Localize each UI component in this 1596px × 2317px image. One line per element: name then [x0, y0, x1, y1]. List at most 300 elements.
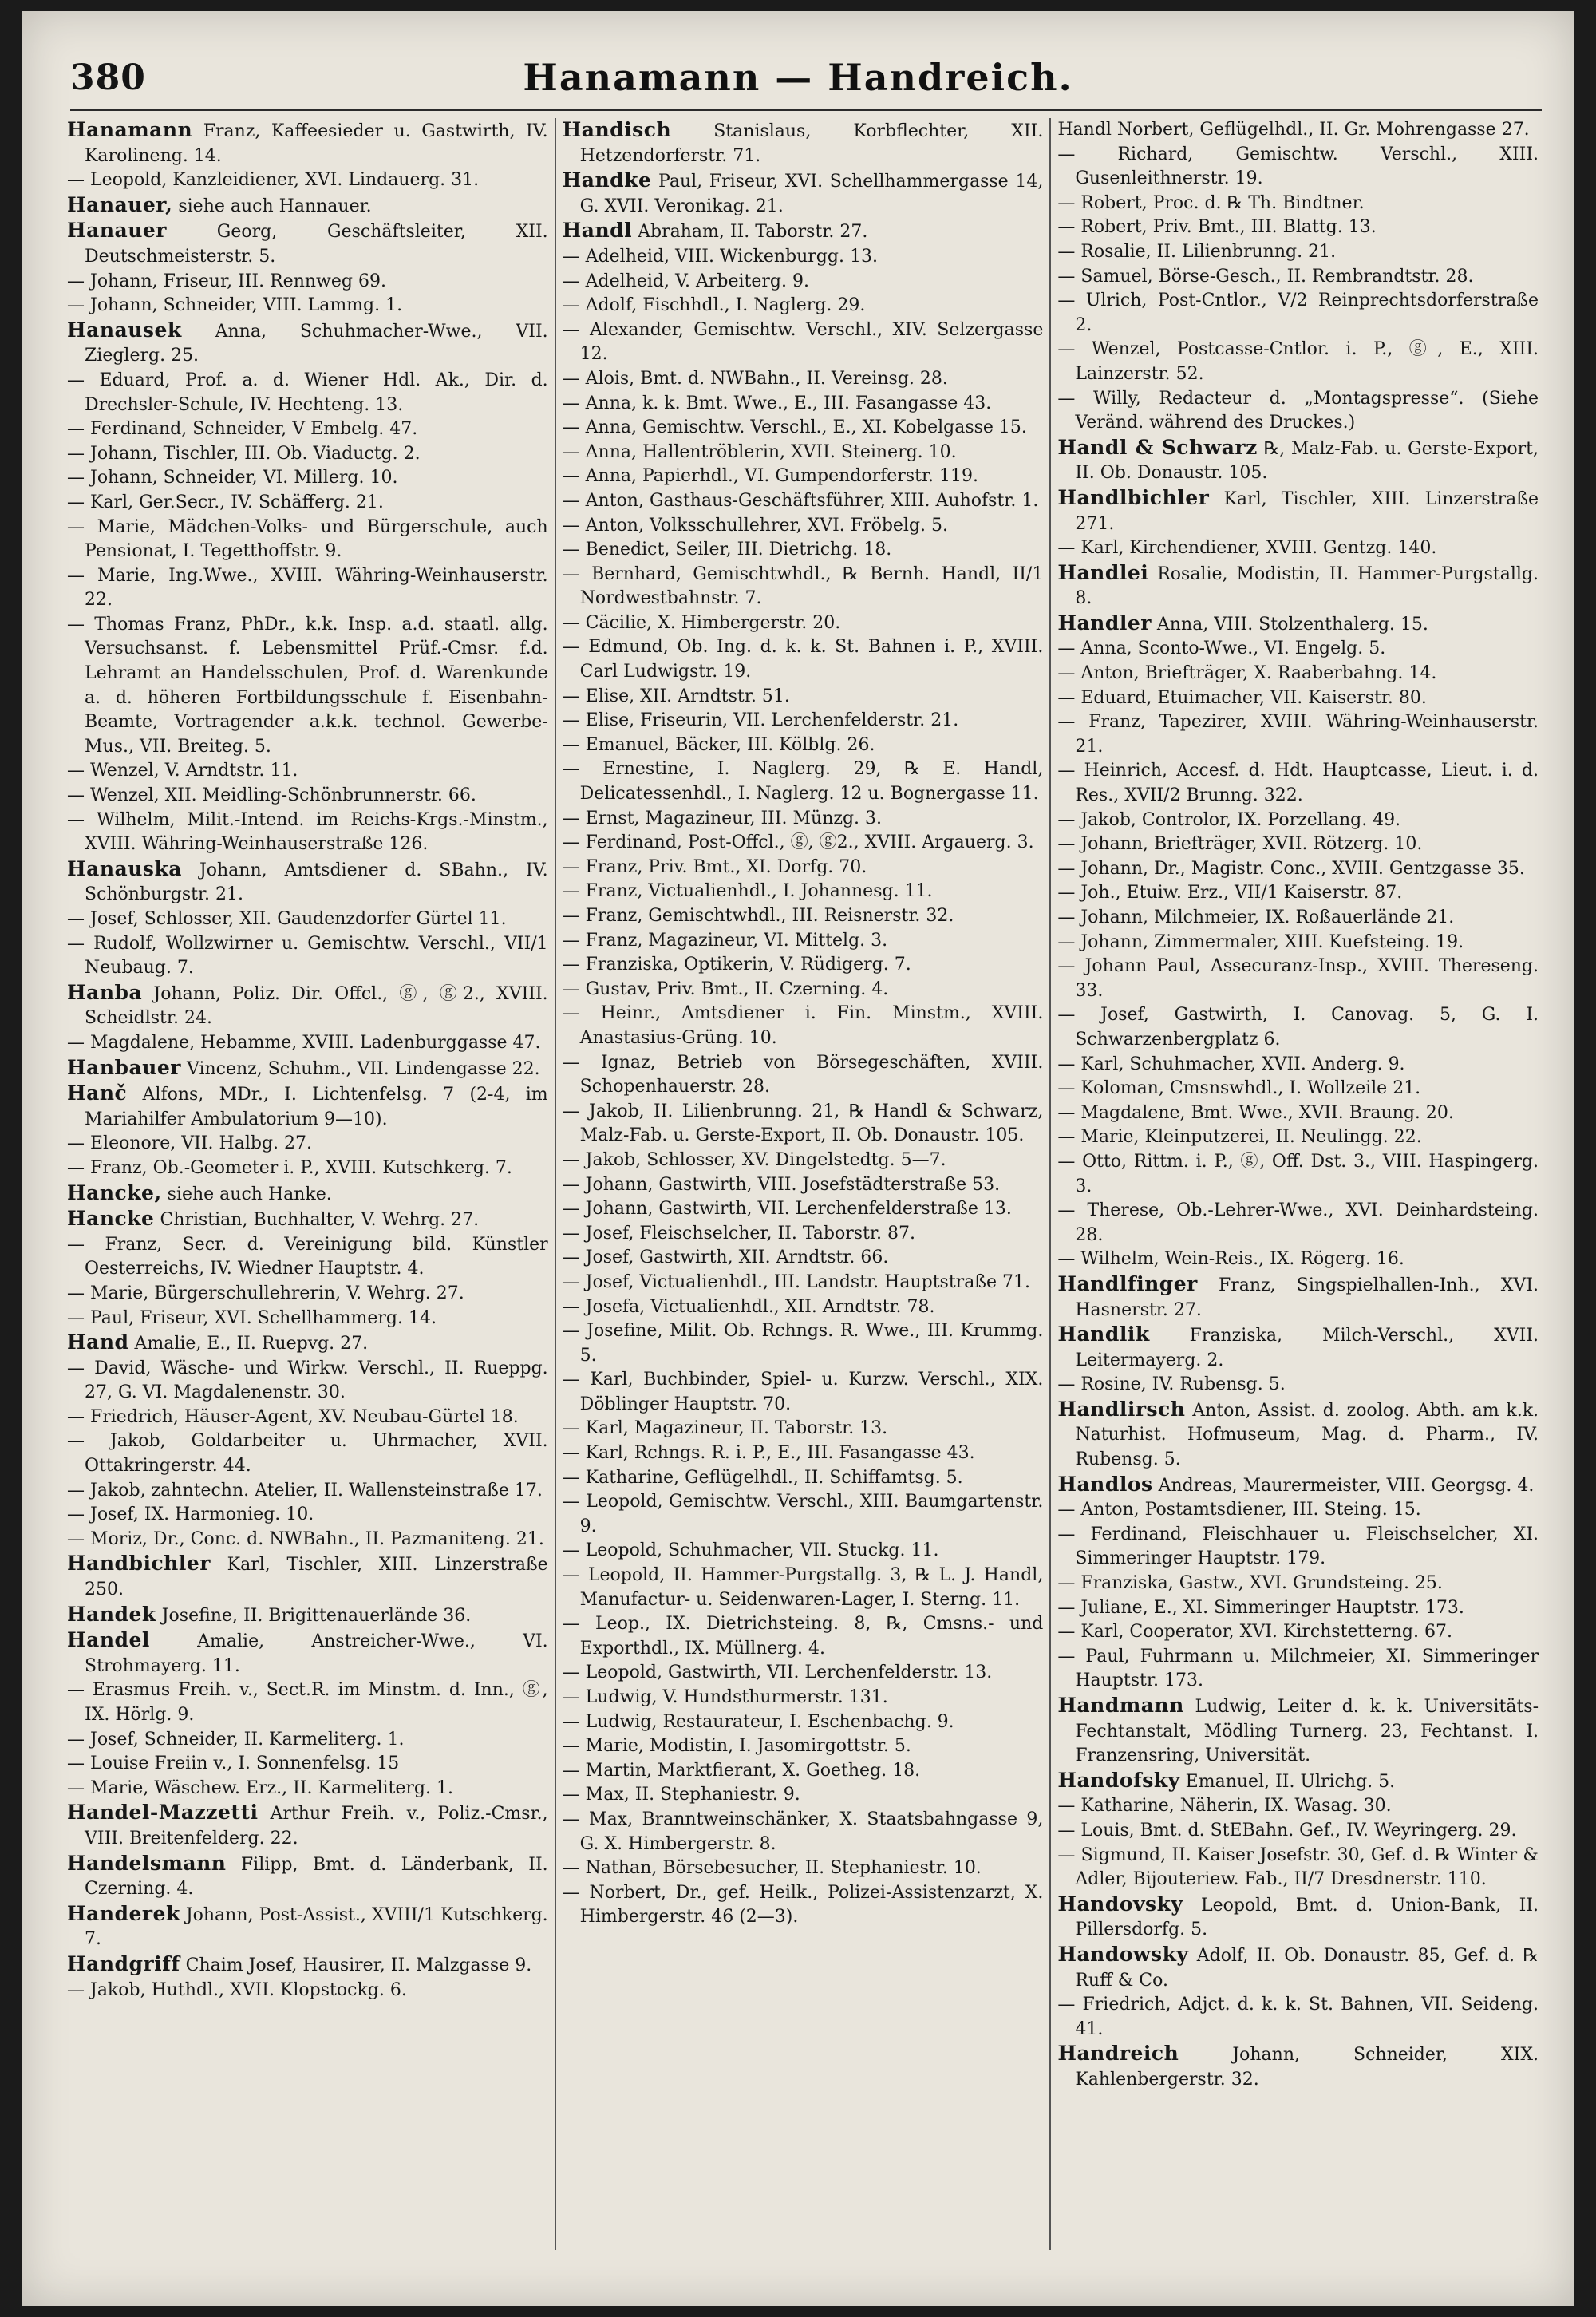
- entry-headword: Handowsky: [1057, 1942, 1189, 1966]
- entry-text: Anton, Assist. d. zoolog. Abth. am k.k. Naturhist. Hofmuseum, Mag. d. Pharm., IV. Rubensg. 5.: [1075, 1400, 1539, 1470]
- directory-entry: [563, 294, 1044, 318]
- directory-entry: [563, 709, 1044, 733]
- entry-text: — Jakob, Controlor, IX. Porzellang. 49.: [1057, 809, 1401, 830]
- entry-text: — Adelheid, VIII. Wickenburgg. 13.: [562, 246, 878, 267]
- entry-text: — Karl, Kirchendiener, XVIII. Gentzg. 140.: [1057, 538, 1437, 559]
- entry-headword: Handreich: [1057, 2042, 1179, 2066]
- entry-text: — Thomas Franz, PhDr., k.k. Insp. a.d. staatl. allg. Versuchsanst. f. Lebensmittel Prüf.-Cmsr. f.d. Lehramt an Handelsschulen, Prof. d. Warenkunde a. d. höheren Fortbildungsschule f. Eisenbahn-Beamte, Vortragender a.k.k. technol. Gewerbe-Mus., VII. Breiteg. 5.: [67, 614, 548, 757]
- entry-text: — Josef, IX. Harmonieg. 10.: [67, 1504, 314, 1525]
- directory-entry: [1057, 759, 1539, 808]
- directory-entry: [563, 807, 1044, 832]
- entry-text: — Willy, Redacteur d. „Montagspresse“. (Siehe Veränd. während des Druckes.): [1057, 388, 1539, 433]
- directory-entry: [1057, 1077, 1539, 1101]
- entry-text: Chaim Josef, Hausirer, II. Malzgasse 9.: [185, 1955, 532, 1975]
- entry-text: — Franz, Priv. Bmt., XI. Dorfg. 70.: [562, 856, 867, 877]
- directory-entry: [563, 118, 1044, 168]
- entry-text: — Moriz, Dr., Conc. d. NWBahn., II. Pazmaniteng. 21.: [67, 1528, 544, 1549]
- entry-text: Christian, Buchhalter, V. Wehrg. 27.: [160, 1210, 480, 1231]
- entry-text: — Franz, Tapezirer, XVIII. Währing-Weinhauserstr. 21.: [1057, 712, 1539, 757]
- directory-entry: [67, 1479, 548, 1504]
- directory-entry: [1057, 1993, 1539, 2042]
- directory-entry: [67, 1282, 548, 1307]
- entry-text: — Johann, Milchmeier, IX. Roßauerlände 21.: [1057, 907, 1455, 927]
- directory-entry: [67, 1429, 548, 1478]
- directory-entry: [1057, 955, 1539, 1003]
- directory-entry: [1057, 1943, 1539, 1993]
- entry-headword: Hancke: [67, 1207, 155, 1231]
- directory-entry: [67, 759, 548, 784]
- entry-text: Abraham, II. Taborstr. 27.: [638, 222, 868, 243]
- entry-text: Anna, VIII. Stolzenthalerg. 15.: [1156, 614, 1428, 635]
- directory-entry: [67, 1031, 548, 1056]
- entry-text: — Katharine, Näherin, IX. Wasag. 30.: [1057, 1796, 1392, 1817]
- directory-entry: [1057, 1498, 1539, 1523]
- entry-headword: Handovsky: [1057, 1892, 1183, 1916]
- entry-text: — Wilhelm, Wein-Reis., IX. Rögerg. 16.: [1057, 1249, 1404, 1270]
- entry-text: Andreas, Maurermeister, VIII. Georgsg. 4.: [1158, 1475, 1535, 1496]
- entry-text: — Josef, Schneider, II. Karmeliterg. 1.: [67, 1729, 405, 1750]
- entry-text: Filipp, Bmt. d. Länderbank, II. Czerning. 4.: [85, 1854, 548, 1900]
- entry-text: — Johann, Gastwirth, VII. Lerchenfelderstraße 13.: [562, 1199, 1012, 1220]
- directory-entry: [67, 932, 548, 981]
- entry-text: — Juliane, E., XI. Simmeringer Hauptstr. 173.: [1057, 1597, 1464, 1618]
- directory-entry: [67, 784, 548, 809]
- directory-entry: [563, 953, 1044, 978]
- directory-entry: [67, 491, 548, 516]
- entry-text: — Johann, Friseur, III. Rennweg 69.: [67, 271, 386, 291]
- directory-entry: [563, 1564, 1044, 1612]
- entry-text: — David, Wäsche- und Wirkw. Verschl., II. Rueppg. 27, G. VI. Magdalenenstr. 30.: [67, 1358, 548, 1403]
- directory-entry: [1057, 215, 1539, 240]
- directory-entry: [563, 1856, 1044, 1881]
- directory-entry: [1057, 289, 1539, 338]
- directory-entry: [1057, 1596, 1539, 1621]
- directory-entry: [1057, 686, 1539, 711]
- entry-text: — Sigmund, II. Kaiser Josefstr. 30, Gef. d. ℞ Winter & Adler, Bijouteriew. Fab., II/7 Dresdnerstr. 110.: [1057, 1845, 1539, 1890]
- directory-entry: [67, 1307, 548, 1331]
- entry-text: ℞, Malz-Fab. u. Gerste-Export, II. Ob. Donaustr. 105.: [1075, 438, 1539, 484]
- directory-entry: [1057, 832, 1539, 857]
- entry-text: — Friedrich, Häuser-Agent, XV. Neubau-Gürtel 18.: [67, 1406, 519, 1427]
- directory-entry: [67, 1603, 548, 1629]
- directory-entry: [1057, 240, 1539, 265]
- entry-text: — Rudolf, Wollzwirner u. Gemischtw. Verschl., VII/1 Neubaug. 7.: [67, 933, 548, 979]
- entry-text: — Paul, Friseur, XVI. Schellhammerg. 14.: [67, 1307, 437, 1328]
- entry-text: — Katharine, Geflügelhdl., II. Schiffamtsg. 5.: [562, 1467, 963, 1488]
- entry-headword: Handlbichler: [1057, 485, 1210, 509]
- directory-entry: [1057, 1769, 1539, 1795]
- entry-text: — Norbert, Dr., gef. Heilk., Polizei-Assistenzarzt, X. Himbergerstr. 46 (2—3).: [562, 1882, 1044, 1928]
- entry-headword: Handlos: [1057, 1472, 1153, 1496]
- entry-headword: Hancke,: [67, 1180, 162, 1204]
- entry-text: Leopold, Bmt. d. Union-Bank, II. Pillersdorfg. 5.: [1075, 1895, 1539, 1940]
- directory-entry: [1057, 192, 1539, 216]
- entry-text: — Ferdinand, Post-Offcl., ⓖ, ⓖ2., XVIII. Argauerg. 3.: [562, 832, 1034, 853]
- directory-entry: [1057, 2042, 1539, 2092]
- directory-entry: [67, 466, 548, 491]
- directory-entry: [67, 516, 548, 564]
- directory-entry: [563, 1759, 1044, 1784]
- directory-entry: [67, 168, 548, 193]
- entry-text: — Martin, Marktfierant, X. Goetheg. 18.: [562, 1760, 921, 1781]
- directory-entry: [1057, 1572, 1539, 1596]
- entry-text: Georg, Geschäftsleiter, XII. Deutschmeisterstr. 5.: [85, 222, 548, 267]
- entry-text: — Alois, Bmt. d. NWBahn., II. Vereinsg. 28.: [562, 368, 948, 389]
- entry-text: Amalie, E., II. Ruepvg. 27.: [134, 1334, 369, 1354]
- entry-text: — Josef, Fleischselcher, II. Taborstr. 87.: [562, 1223, 915, 1244]
- entry-text: — Otto, Rittm. i. P., ⓖ, Off. Dst. 3., VIII. Haspingerg. 3.: [1057, 1151, 1539, 1196]
- entry-text: — Karl, Schuhmacher, XVII. Anderg. 9.: [1057, 1054, 1405, 1074]
- entry-text: — Marie, Bürgerschullehrerin, V. Wehrg. 27.: [67, 1283, 464, 1303]
- directory-entry: [67, 1181, 548, 1208]
- directory-entry: [1057, 1892, 1539, 1943]
- entry-text: — Jakob, II. Lilienbrunng. 21, ℞ Handl & Schwarz, Malz-Fab. u. Gerste-Export, II. Ob. Donaustr. 105.: [562, 1101, 1044, 1146]
- entry-text: — Josef, Gastwirth, I. Canovag. 5, G. I. Schwarzenbergplatz 6.: [1057, 1005, 1539, 1050]
- entry-text: — Johann Paul, Assecuranz-Insp., XVIII. Thereseng. 33.: [1057, 956, 1539, 1001]
- entry-text: — Wenzel, XII. Meidling-Schönbrunnerstr. 66.: [67, 785, 476, 806]
- entry-headword: Handlfinger: [1057, 1271, 1198, 1295]
- entry-headword: Hanausek: [67, 318, 182, 342]
- directory-entry: [67, 193, 548, 219]
- entry-text: — Max, II. Stephaniestr. 9.: [562, 1785, 800, 1805]
- entry-text: siehe auch Hannauer.: [178, 196, 372, 216]
- entry-text: — Anna, Hallentröblerin, XVII. Steinerg. 10.: [562, 441, 957, 462]
- directory-entry: [1057, 857, 1539, 882]
- directory-entry: [67, 1330, 548, 1357]
- directory-entry: [563, 441, 1044, 465]
- entry-headword: Handmann: [1057, 1694, 1184, 1717]
- directory-entry: [563, 635, 1044, 684]
- entry-text: Adolf, II. Ob. Donaustr. 85, Gef. d. ℞ Ruff & Co.: [1075, 1945, 1539, 1991]
- entry-headword: Handek: [67, 1602, 156, 1626]
- entry-text: — Ferdinand, Fleischhauer u. Fleischselcher, XI. Simmeringer Hauptstr. 179.: [1057, 1524, 1539, 1569]
- entry-text: — Erasmus Freih. v., Sect.R. im Minstm. d. Inn., ⓖ, IX. Hörlg. 9.: [67, 1680, 548, 1725]
- entry-text: — Nathan, Börsebesucher, II. Stephaniestr. 10.: [562, 1858, 982, 1879]
- entry-text: — Josef, Victualienhdl., III. Landstr. Hauptstraße 71.: [562, 1271, 1031, 1292]
- directory-entry: [563, 733, 1044, 758]
- entry-text: — Louise Freiin v., I. Sonnenfelsg. 15: [67, 1754, 400, 1774]
- directory-entry: [67, 1528, 548, 1552]
- entry-text: — Karl, Magazineur, II. Taborstr. 13.: [562, 1418, 888, 1439]
- directory-entry: [1057, 611, 1539, 638]
- entry-text: Vincenz, Schuhm., VII. Lindengasse 22.: [186, 1058, 540, 1079]
- entry-headword: Handlei: [1057, 560, 1149, 584]
- entry-text: — Marie, Modistin, I. Jasomirgottstr. 5.: [562, 1736, 911, 1757]
- entry-text: — Franz, Gemischtwhdl., III. Reisnerstr. 32.: [562, 906, 954, 926]
- entry-text: Franz, Kaffeesieder u. Gastwirth, IV. Karolineng. 14.: [85, 121, 548, 166]
- directory-entry: [563, 1490, 1044, 1539]
- entry-headword: Hanauer: [67, 219, 167, 243]
- directory-entry: [67, 613, 548, 760]
- entry-text: Franz, Singspielhallen-Inh., XVI. Hasnerstr. 27.: [1075, 1275, 1539, 1320]
- header-rule: [70, 109, 1542, 111]
- directory-entry: [67, 1207, 548, 1233]
- directory-entry: [563, 904, 1044, 929]
- entry-text: — Samuel, Börse-Gesch., II. Rembrandtstr. 28.: [1057, 266, 1474, 287]
- directory-entry: [563, 1686, 1044, 1710]
- entry-text: — Karl, Ger.Secr., IV. Schäfferg. 21.: [67, 492, 384, 512]
- directory-entry: [563, 1149, 1044, 1173]
- entry-text: — Ernestine, I. Naglerg. 29, ℞ E. Handl, Delicatessenhdl., I. Naglerg. 12 u. Bognergasse 11.: [562, 759, 1044, 805]
- directory-entry: [1057, 1150, 1539, 1199]
- entry-text: — Marie, Wäschew. Erz., II. Karmeliterg. 1.: [67, 1777, 453, 1798]
- directory-entry: [67, 1406, 548, 1430]
- directory-entry: [67, 417, 548, 442]
- entry-text: — Leop., IX. Dietrichsteing. 8, ℞, Cmsns.- und Exporthdl., IX. Müllnerg. 4.: [562, 1614, 1044, 1659]
- entry-text: — Franziska, Gastw., XVI. Grundsteing. 25.: [1057, 1573, 1443, 1594]
- entry-text: — Anton, Briefträger, X. Raaberbahng. 14.: [1057, 663, 1437, 684]
- entry-headword: Handisch: [562, 118, 672, 141]
- entry-text: — Eleonore, VII. Halbg. 27.: [67, 1133, 313, 1154]
- directory-entry: [563, 1881, 1044, 1930]
- entry-headword: Hanba: [67, 980, 143, 1004]
- entry-text: — Jakob, Huthdl., XVII. Klopstockg. 6.: [67, 1979, 407, 2000]
- directory-entry: [67, 1678, 548, 1727]
- directory-entry: [563, 489, 1044, 514]
- directory-entry: [563, 880, 1044, 904]
- entry-text: — Johann, Tischler, III. Ob. Viaductg. 2.: [67, 443, 421, 464]
- entry-text: — Magdalene, Hebamme, XVIII. Ladenburggasse 47.: [67, 1032, 541, 1053]
- entry-text: Emanuel, II. Ulrichg. 5.: [1185, 1771, 1396, 1792]
- directory-entry: [563, 1002, 1044, 1050]
- directory-entry: [67, 1952, 548, 1979]
- entry-text: — Leopold, Kanzleidiener, XVI. Lindauerg. 31.: [67, 170, 480, 191]
- entry-text: — Marie, Kleinputzerei, II. Neulingg. 22.: [1057, 1127, 1422, 1148]
- entry-text: Johann, Poliz. Dir. Offcl., ⓖ, ⓖ2., XVIII. Scheidlstr. 24.: [85, 983, 548, 1029]
- entry-text: — Anton, Postamtsdiener, III. Steing. 15.: [1057, 1500, 1421, 1520]
- directory-entry: [1057, 436, 1539, 486]
- entry-text: — Edmund, Ob. Ing. d. k. k. St. Bahnen i. P., XVIII. Carl Ludwigstr. 19.: [562, 637, 1044, 682]
- directory-entry: [67, 1357, 548, 1406]
- entry-headword: Handke: [562, 168, 652, 192]
- directory-entry: [67, 809, 548, 857]
- directory-entry: [67, 1902, 548, 1952]
- directory-entry: [1057, 1247, 1539, 1272]
- directory-entry: [563, 1197, 1044, 1222]
- directory-entry: [563, 168, 1044, 219]
- entry-text: Rosalie, Modistin, II. Hammer-Purgstallg. 8.: [1075, 563, 1539, 609]
- entry-text: — Bernhard, Gemischtwhdl., ℞ Bernh. Handl, II/1 Nordwestbahnstr. 7.: [562, 563, 1044, 609]
- directory-entry: [563, 1661, 1044, 1686]
- entry-text: Johann, Post-Assist., XVIII/1 Kutschkerg. 7.: [85, 1904, 548, 1950]
- directory-entry: [563, 367, 1044, 392]
- entry-headword: Hand: [67, 1330, 129, 1354]
- entry-text: Josefine, II. Brigittenauerlände 36.: [161, 1605, 472, 1626]
- directory-entry: [67, 442, 548, 467]
- entry-text: — Max, Branntweinschänker, X. Staatsbahngasse 9, G. X. Himbergerstr. 8.: [562, 1809, 1044, 1854]
- directory-entry: [1057, 1053, 1539, 1077]
- directory-entry: [563, 416, 1044, 441]
- directory-entry: [1057, 1101, 1539, 1126]
- entry-text: — Eduard, Prof. a. d. Wiener Hdl. Ak., Dir. d. Drechsler-Schule, IV. Hechteng. 13.: [67, 370, 548, 415]
- entry-text: — Robert, Proc. d. ℞ Th. Bindtner.: [1057, 192, 1365, 213]
- entry-text: — Leopold, II. Hammer-Purgstallg. 3, ℞ L. J. Handl, Manufactur- u. Seidenwaren-Lager, I. Sterng. 11.: [562, 1565, 1044, 1610]
- directory-entry: [563, 245, 1044, 270]
- entry-text: — Rosalie, II. Lilienbrunng. 21.: [1057, 241, 1337, 262]
- entry-text: — Anna, Gemischtw. Verschl., E., XI. Kobelgasse 15.: [562, 417, 1027, 438]
- entry-text: — Karl, Rchngs. R. i. P., E., III. Fasangasse 43.: [562, 1443, 975, 1464]
- entry-headword: Hanauer,: [67, 192, 173, 216]
- directory-entry: [1057, 1272, 1539, 1323]
- entry-text: — Koloman, Cmsnswhdl., I. Wollzeile 21.: [1057, 1078, 1421, 1099]
- directory-entry: [67, 1552, 548, 1602]
- entry-text: — Leopold, Schuhmacher, VII. Stuckg. 11.: [562, 1540, 939, 1561]
- entry-text: Johann, Amtsdiener d. SBahn., IV. Schönburgstr. 21.: [85, 860, 548, 905]
- entry-text: — Johann, Schneider, VI. Millerg. 10.: [67, 468, 398, 488]
- entry-text: — Johann, Dr., Magistr. Conc., XVIII. Gentzgasse 35.: [1057, 858, 1525, 879]
- entry-text: — Jakob, Goldarbeiter u. Uhrmacher, XVII. Ottakringerstr. 44.: [67, 1431, 548, 1477]
- directory-entry: [563, 465, 1044, 489]
- directory-entry: [1057, 387, 1539, 436]
- entry-headword: Handlirsch: [1057, 1397, 1186, 1421]
- directory-entry: [563, 831, 1044, 856]
- directory-entry: [563, 1441, 1044, 1466]
- directory-page: [22, 11, 1574, 2306]
- column-right: [1049, 118, 1545, 2250]
- entry-text: Amalie, Anstreicher-Wwe., VI. Strohmayerg. 11.: [85, 1631, 548, 1676]
- directory-entry: [563, 1295, 1044, 1320]
- directory-entry: [1057, 1473, 1539, 1499]
- directory-entry: [563, 392, 1044, 417]
- entry-text: — Josef, Gastwirth, XII. Arndtstr. 66.: [562, 1247, 889, 1268]
- entry-text: — Ludwig, V. Hundsthurmerstr. 131.: [562, 1687, 888, 1707]
- entry-text: — Louis, Bmt. d. StEBahn. Gef., IV. Weyringerg. 29.: [1057, 1820, 1517, 1841]
- entry-text: — Elise, XII. Arndtstr. 51.: [562, 686, 790, 706]
- directory-entry: [563, 270, 1044, 295]
- directory-entry: [67, 1081, 548, 1132]
- directory-entry: [1057, 1323, 1539, 1373]
- entry-text: — Alexander, Gemischtw. Verschl., XIV. Selzergasse 12.: [562, 319, 1044, 365]
- directory-entry: [1057, 143, 1539, 192]
- directory-entry: [67, 564, 548, 613]
- directory-entry: [563, 1734, 1044, 1759]
- entry-headword: Hanamann: [67, 118, 193, 141]
- entry-text: Paul, Friseur, XVI. Schellhammergasse 14, G. XVII. Veronikag. 21.: [579, 172, 1044, 216]
- entry-text: Anna, Schuhmacher-Wwe., VII. Zieglerg. 25.: [85, 321, 548, 366]
- entry-text: — Anton, Gasthaus-Geschäftsführer, XIII. Auhofstr. 1.: [562, 490, 1039, 511]
- directory-entry: [67, 118, 548, 168]
- directory-entry: [67, 1503, 548, 1528]
- directory-entry: [1057, 931, 1539, 955]
- entry-text: — Wenzel, V. Arndtstr. 11.: [67, 761, 298, 781]
- entry-text: — Benedict, Seiler, III. Dietrichg. 18.: [562, 540, 892, 560]
- directory-entry: [563, 611, 1044, 636]
- entry-text: — Josefa, Victualienhdl., XII. Arndtstr. 78.: [562, 1296, 935, 1317]
- entry-text: Karl, Tischler, XIII. Linzerstraße 250.: [85, 1555, 548, 1600]
- directory-entry: [1057, 662, 1539, 686]
- entry-text: — Heinrich, Accesf. d. Hdt. Hauptcasse, Lieut. i. d. Res., XVII/2 Brunng. 322.: [1057, 761, 1539, 806]
- directory-entry: [67, 294, 548, 318]
- directory-entry: [1057, 710, 1539, 759]
- directory-entry: [1057, 486, 1539, 536]
- entry-text: — Johann, Gastwirth, VIII. Josefstädterstraße 53.: [562, 1174, 1001, 1195]
- entry-text: Franziska, Milch-Verschl., XVII. Leitermayerg. 2.: [1075, 1326, 1539, 1370]
- directory-entry: [563, 929, 1044, 954]
- directory-entry: [67, 1801, 548, 1851]
- entry-text: — Jakob, zahntechn. Atelier, II. Wallensteinstraße 17.: [67, 1480, 543, 1501]
- entry-text: — Jakob, Schlosser, XV. Dingelstedtg. 5—7.: [562, 1149, 946, 1170]
- directory-entry: [563, 1246, 1044, 1271]
- entry-text: Alfons, MDr., I. Lichtenfelsg. 7 (2-4, im Mariahilfer Ambulatorium 9—10).: [85, 1085, 548, 1129]
- directory-entry: [67, 1728, 548, 1753]
- directory-entry: [1057, 1199, 1539, 1247]
- directory-entry: [1057, 1694, 1539, 1769]
- entry-text: — Marie, Ing.Wwe., XVIII. Währing-Weinhauserstr. 22.: [67, 565, 548, 611]
- directory-entry: [563, 1368, 1044, 1417]
- entry-text: — Gustav, Priv. Bmt., II. Czerning. 4.: [562, 979, 889, 999]
- directory-entry: [1057, 809, 1539, 833]
- directory-entry: [1057, 881, 1539, 906]
- running-title: Hanamann — Handreich.: [523, 56, 1073, 99]
- entry-text: — Johann, Briefträger, XVII. Rötzerg. 10.: [1057, 834, 1423, 855]
- entry-headword: Handbichler: [67, 1552, 211, 1576]
- directory-entry: [67, 219, 548, 269]
- entry-headword: Handl: [562, 219, 633, 243]
- directory-entry: [1057, 1844, 1539, 1892]
- entry-text: — Ludwig, Restaurateur, I. Eschenbachg. 9.: [562, 1711, 954, 1732]
- entry-text: — Franz, Victualienhdl., I. Johannesg. 11.: [562, 881, 933, 902]
- entry-text: Johann, Schneider, XIX. Kahlenbergerstr. 32.: [1075, 2045, 1539, 2090]
- directory-entry: [1057, 637, 1539, 662]
- entry-headword: Handofsky: [1057, 1768, 1180, 1792]
- directory-entry: [563, 563, 1044, 611]
- entry-text: — Eduard, Etuimacher, VII. Kaiserstr. 80.: [1057, 687, 1427, 708]
- entry-text: — Karl, Buchbinder, Spiel- u. Kurzw. Verschl., XIX. Döblinger Hauptstr. 70.: [562, 1370, 1044, 1414]
- entry-text: — Franz, Magazineur, VI. Mittelg. 3.: [562, 930, 888, 951]
- directory-entry: [67, 270, 548, 295]
- entry-text: — Josefine, Milit. Ob. Rchngs. R. Wwe., III. Krummg. 5.: [562, 1321, 1044, 1366]
- directory-entry: [67, 1979, 548, 2003]
- directory-entry: [1057, 118, 1539, 143]
- directory-entry: [1057, 1794, 1539, 1819]
- directory-entry: [563, 1710, 1044, 1735]
- directory-entry: [563, 1612, 1044, 1661]
- directory-entry: [563, 318, 1044, 367]
- entry-text: — Therese, Ob.-Lehrer-Wwe., XVI. Deinhardsteing. 28.: [1057, 1200, 1539, 1245]
- directory-columns: [67, 118, 1545, 2250]
- directory-entry: [563, 1417, 1044, 1441]
- directory-entry: [1057, 1819, 1539, 1844]
- entry-text: — Richard, Gemischtw. Verschl., XIII. Gusenleithnerstr. 19.: [1057, 144, 1539, 189]
- directory-entry: [563, 757, 1044, 806]
- directory-entry: [1057, 1523, 1539, 1572]
- entry-text: — Franziska, Optikerin, V. Rüdigerg. 7.: [562, 955, 911, 975]
- directory-entry: [563, 1808, 1044, 1856]
- entry-text: — Ulrich, Post-Cntlor., V/2 Reinprechtsdorferstraße 2.: [1057, 291, 1539, 335]
- entry-text: — Anna, k. k. Bmt. Wwe., E., III. Fasangasse 43.: [562, 393, 992, 413]
- entry-text: Handl Norbert, Geflügelhdl., II. Gr. Mohrengasse 27.: [1057, 120, 1530, 140]
- entry-text: — Johann, Zimmermaler, XIII. Kuefsteing. 19.: [1057, 931, 1464, 952]
- entry-text: — Johann, Schneider, VIII. Lammg. 1.: [67, 295, 403, 316]
- directory-entry: [563, 1783, 1044, 1808]
- entry-text: — Leopold, Gastwirth, VII. Lerchenfelderstr. 13.: [562, 1663, 993, 1683]
- directory-entry: [563, 538, 1044, 563]
- directory-entry: [563, 1539, 1044, 1564]
- entry-text: — Anton, Volksschullehrer, XVI. Fröbelg. 5.: [562, 515, 949, 536]
- entry-text: — Ferdinand, Schneider, V Embelg. 47.: [67, 419, 418, 440]
- directory-entry: [1057, 1003, 1539, 1052]
- entry-text: — Karl, Cooperator, XVI. Kirchstetterng. 67.: [1057, 1622, 1452, 1643]
- entry-text: — Ernst, Magazineur, III. Münzg. 3.: [562, 808, 883, 828]
- entry-text: — Cäcilie, X. Himbergerstr. 20.: [562, 612, 841, 633]
- entry-text: — Rosine, IV. Rubensg. 5.: [1057, 1374, 1286, 1395]
- entry-text: — Elise, Friseurin, VII. Lerchenfelderstr. 21.: [562, 710, 959, 731]
- entry-text: — Franz, Ob.-Geometer i. P., XVIII. Kutschkerg. 7.: [67, 1157, 512, 1178]
- entry-text: — Wilhelm, Milit.-Intend. im Reichs-Krgs.-Minstm., XVIII. Währing-Weinhauserstraße 126.: [67, 809, 548, 855]
- entry-headword: Hanauska: [67, 856, 182, 880]
- entry-text: — Ignaz, Betrieb von Börsegeschäften, XVIII. Schopenhauerstr. 28.: [562, 1052, 1044, 1097]
- directory-entry: [1057, 1620, 1539, 1645]
